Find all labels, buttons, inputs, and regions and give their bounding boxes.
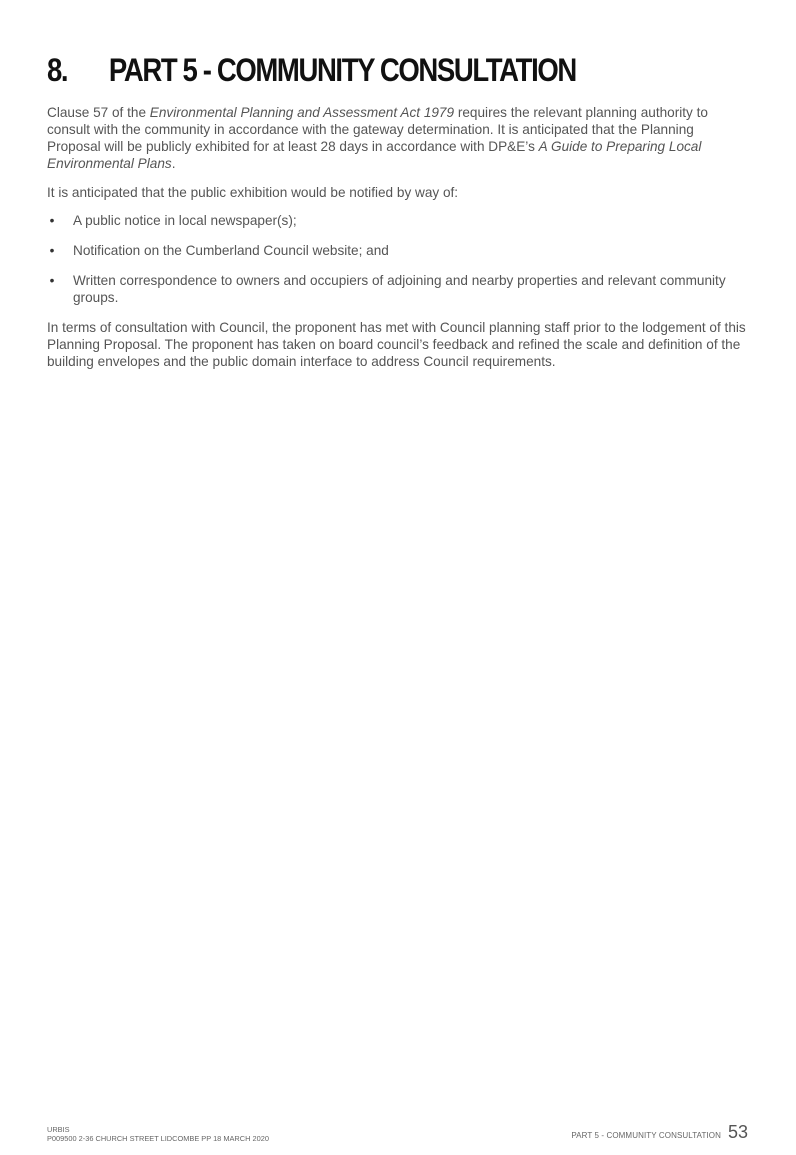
section-number: 8.: [47, 52, 68, 88]
section-title: PART 5 - COMMUNITY CONSULTATION: [108, 52, 576, 88]
text-run: .: [171, 156, 176, 171]
bullet-icon: •: [49, 213, 55, 228]
text-run: Clause 57 of the: [47, 105, 150, 120]
section-heading: [47, 52, 576, 89]
paragraph-clause-57: [47, 104, 747, 172]
list-item-text: A public notice in local newspaper(s);: [73, 213, 297, 228]
list-item-text: Notification on the Cumberland Council website; and: [73, 243, 389, 258]
footer-left: [47, 1125, 269, 1143]
footer-doc-ref: P009500 2-36 CHURCH STREET LIDCOMBE PP 18 MARCH 2020: [47, 1134, 269, 1143]
footer-company: URBIS: [47, 1125, 70, 1134]
guide-title: A Guide to Preparing Local Environmental Plans: [47, 139, 702, 171]
list-item: [47, 272, 747, 306]
paragraph-consultation: In terms of consultation with Council, the proponent has met with Council planning staff prior to the lodgement of this Planning Proposal. The proponent has taken on board council’s feedback and refined the scale and definition of the building envelopes and the public domain interface to address Council requirements.: [47, 320, 746, 369]
act-title: Environmental Planning and Assessment Act 1979: [149, 105, 455, 120]
text-run: requires the relevant planning authority to consult with the community in accordance with the gateway determination. It is anticipated that the Planning Proposal will be publicly exhibited for at least 28 days in accordance with DP&E’s: [47, 105, 708, 154]
body-text: [47, 104, 747, 381]
list-item: [47, 212, 747, 229]
bullet-icon: •: [49, 243, 55, 258]
list-item-text: Written correspondence to owners and occupiers of adjoining and nearby properties and relevant community groups.: [73, 273, 726, 305]
notification-list: [47, 212, 747, 306]
list-item: [47, 242, 747, 259]
footer-right: [571, 1122, 748, 1143]
bullet-icon: •: [49, 273, 55, 288]
footer-section: PART 5 - COMMUNITY CONSULTATION: [571, 1131, 721, 1140]
paragraph-exhibition: It is anticipated that the public exhibition would be notified by way of:: [47, 185, 459, 200]
page-number: 53: [727, 1122, 748, 1142]
